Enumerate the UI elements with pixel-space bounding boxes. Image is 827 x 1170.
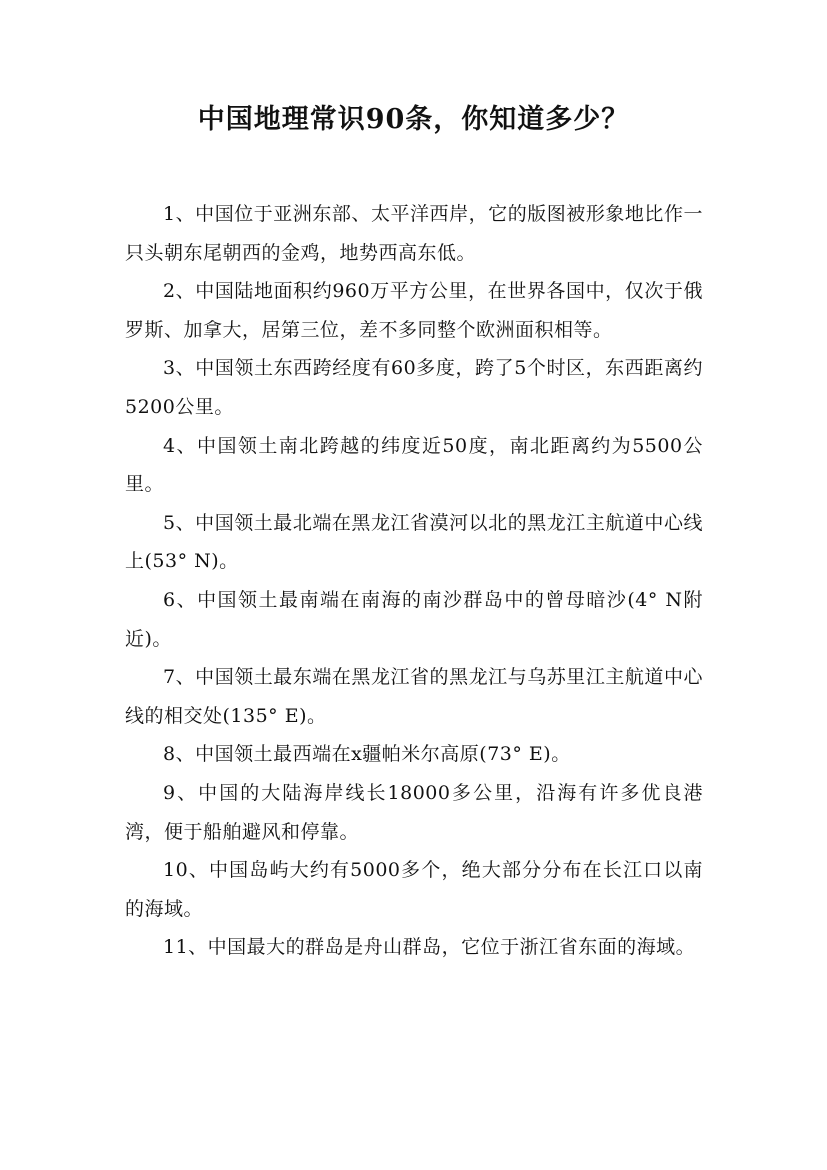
document-body bbox=[125, 195, 703, 967]
paragraph-6: 6、中国领土最南端在南海的南沙群岛中的曾母暗沙(4° N附近)。 bbox=[125, 588, 703, 650]
paragraph-5: 5、中国领土最北端在黑龙江省漠河以北的黑龙江主航道中心线上(53° N)。 bbox=[125, 511, 703, 573]
paragraph-4: 4、中国领土南北跨越的纬度近50度，南北距离约为5500公里。 bbox=[125, 434, 703, 496]
paragraph-1: 1、中国位于亚洲东部、太平洋西岸，它的版图被形象地比作一只头朝东尾朝西的金鸡，地势西高东低。 bbox=[125, 203, 703, 264]
paragraph-9: 9、中国的大陆海岸线长18000多公里，沿海有许多优良港湾，便于船舶避风和停靠。 bbox=[125, 781, 703, 843]
paragraph-2: 2、中国陆地面积约960万平方公里，在世界各国中，仅次于俄罗斯、加拿大，居第三位，差不多同整个欧洲面积相等。 bbox=[125, 280, 703, 341]
paragraph-3: 3、中国领土东西跨经度有60多度，跨了5个时区，东西距离约5200公里。 bbox=[125, 357, 703, 418]
document-title: 中国地理常识90条，你知道多少？ bbox=[197, 104, 630, 135]
paragraph-8: 8、中国领土最西端在x疆帕米尔高原(73° E)。 bbox=[163, 743, 571, 766]
paragraph-10: 10、中国岛屿大约有5000多个，绝大部分分布在长江口以南的海域。 bbox=[125, 859, 703, 920]
paragraph-11: 11、中国最大的群岛是舟山群岛，它位于浙江省东面的海域。 bbox=[163, 936, 696, 959]
paragraph-7: 7、中国领土最东端在黑龙江省的黑龙江与乌苏里江主航道中心线的相交处(135° E)。 bbox=[125, 666, 703, 727]
